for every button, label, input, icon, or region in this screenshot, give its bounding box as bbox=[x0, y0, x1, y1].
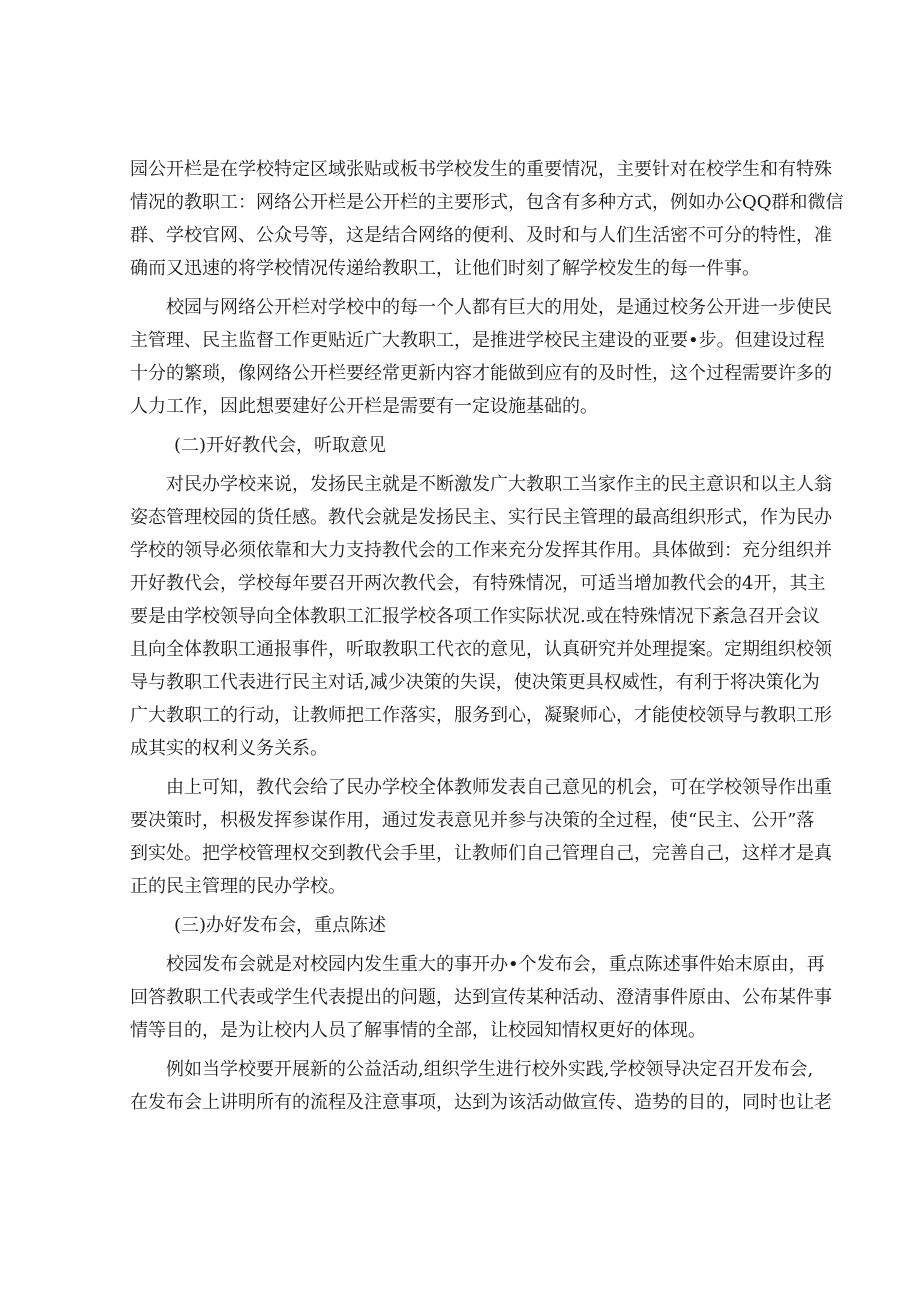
document-body bbox=[130, 153, 844, 1125]
text-line: 主管理、民主监督工作更贴近广大教职工，是推进学校民主建设的亚要•步。但建设过程 bbox=[130, 330, 825, 351]
text-line: 开好教代会，学校每年要召开两次教代会，有特殊情况，可适当增加教代会的4开，其主 bbox=[130, 573, 826, 594]
text-line: 对民办学校来说，发扬民主就是不断激发广大教职工当家作主的民主意识和以主人翁 bbox=[166, 474, 832, 495]
paragraph bbox=[130, 1053, 832, 1119]
text-line: 由上可知，教代会给了民办学校全体教师发表自己意见的机会，可在学校领导作出重 bbox=[166, 777, 832, 798]
text-line: 群、学校官网、公众号等，这是结合网络的便利、及时和与人们生活密不可分的特性，准 bbox=[130, 225, 832, 246]
text-line: 校园发布会就是对校园内发生重大的事开办•个发布会，重点陈述事件始末原由，再 bbox=[166, 954, 825, 975]
heading-text: (三)办好发布会，重点陈述 bbox=[174, 915, 387, 936]
text-line: 人力工作，因此想要建好公开栏是需要有一定设施基础的。 bbox=[130, 396, 598, 417]
text-line: 广大教职工的行动，让教师把工作落实，服务到心，凝聚师心，才能使校领导与教职工形 bbox=[130, 705, 832, 726]
text-line: 成其实的权利义务关系。 bbox=[130, 738, 328, 759]
text-line: 要是由学校领导向全体教职工汇报学校各项工作实际状况.或在特殊情况下紊急召开会议 bbox=[130, 606, 820, 627]
text-line: 要决策时，枳极发挥参谋作用，通过发表意见并参与决策的全过程，使“民主、公开”落 bbox=[130, 810, 815, 831]
paragraph bbox=[130, 948, 832, 1047]
text-line: 例如当学校要开展新的公益活动,组织学生进行校外实践,学校领导决定召开发布会, bbox=[166, 1059, 814, 1080]
section-heading bbox=[130, 429, 792, 462]
heading-text: (二)开好教代会，听取意见 bbox=[174, 435, 387, 456]
text-line: 十分的繁琐，像网络公开栏要经常更新内容才能做到应有的及时性，这个过程需要许多的 bbox=[130, 363, 832, 384]
text-line: 情况的教职工：网络公开栏是公开栏的主要形式，包含有多种方式，例如办公QQ群和微信 bbox=[130, 192, 844, 213]
text-line: 导与教职工代表进行民主对话,减少决策的失误，使决策更具权威性，有利于将决策化为 bbox=[130, 672, 820, 693]
section-heading bbox=[130, 909, 792, 942]
text-line: 正的民主管理的民办学校。 bbox=[130, 876, 346, 897]
paragraph bbox=[130, 468, 832, 765]
paragraph bbox=[130, 153, 844, 285]
paragraph bbox=[130, 771, 832, 903]
text-line: 校园与网络公开栏对学校中的每一个人都有巨大的用处，是通过校务公开进一步使民 bbox=[166, 297, 832, 318]
text-line: 情等目的，是为让校内人员了解事情的全部，让校园知情权更好的体现。 bbox=[130, 1020, 706, 1041]
text-line: 园公开栏是在学校特定区域张贴或板书学校发生的重要情况，主要针对在校学生和有特殊 bbox=[130, 159, 832, 180]
text-line: 到实处。把学校管理权交到教代会手里，让教师们自己管理自己，完善自己，这样才是真 bbox=[130, 843, 832, 864]
text-line: 姿态管理校园的货任感。教代会就是发扬民主、实行民主管理的最高组织形式，作为民办 bbox=[130, 507, 832, 528]
text-line: 回答教职工代表或学生代表提出的问题，达到宣传某种活动、澄清事件原由、公布某件事 bbox=[130, 987, 832, 1008]
text-line: 且向全体教职工通报事件，听取教职工代衣的意见，认真研究并处理提案。定期组织校领 bbox=[130, 639, 832, 660]
paragraph bbox=[130, 291, 832, 423]
text-line: 确而又迅速的将学校情况传递给教职工，让他们时刻了解学校发生的每一件事。 bbox=[130, 258, 760, 279]
text-line: 在发布会上讲明所有的流程及注意事项，达到为该活动做宣传、造势的目的，同时也让老 bbox=[130, 1092, 832, 1113]
text-line: 学校的领导必须依靠和大力支持教代会的工作来充分发挥其作用。具体做到：充分组织并 bbox=[130, 540, 832, 561]
